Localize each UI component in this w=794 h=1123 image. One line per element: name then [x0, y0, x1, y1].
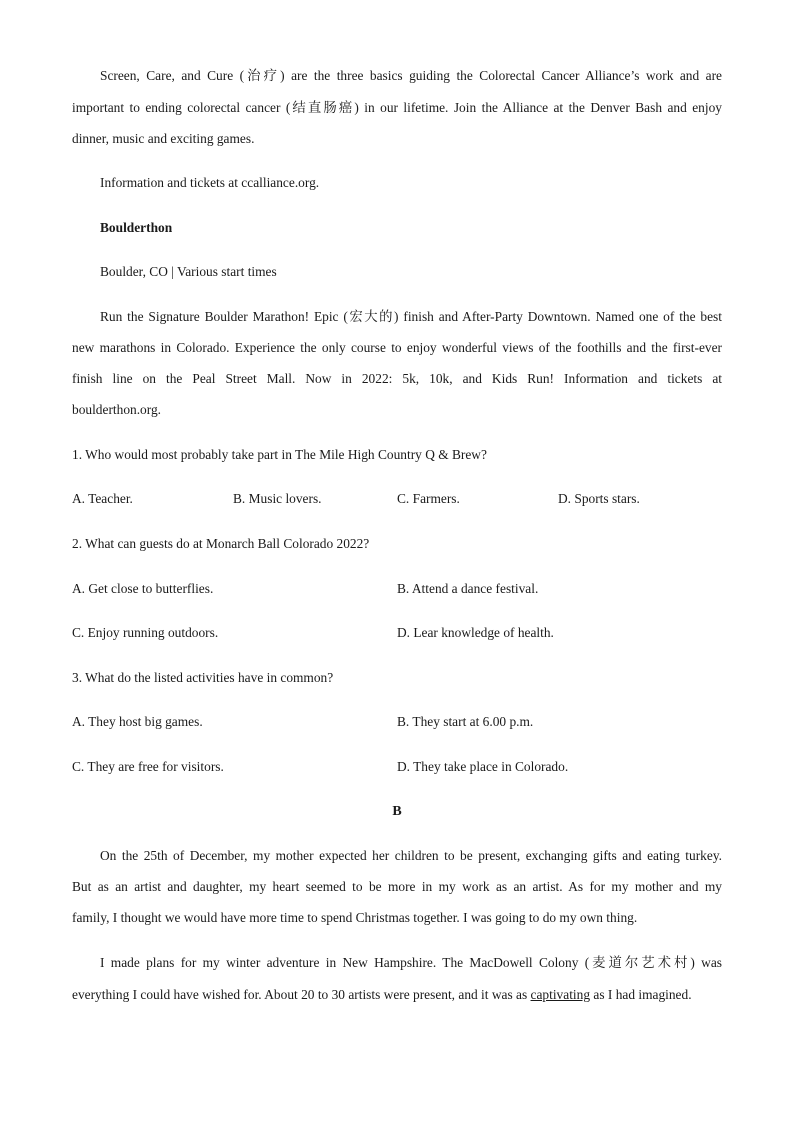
intro-line-2: important to ending colorectal cancer (结直肠癌) in our lifetime. Join the Alliance at the Denver Bash and enjoy	[72, 100, 722, 115]
boulderthon-line-4: boulderthon.org.	[72, 402, 162, 417]
question-3-stem: 3. What do the listed activities have in common?	[72, 670, 334, 685]
p2-line-2-pre: everything I could have wished for. About 20 to 30 artists were present, and it was as	[72, 987, 531, 1002]
boulderthon-title: Boulderthon	[100, 220, 173, 235]
question-3-option-d: D. They take place in Colorado.	[397, 759, 569, 774]
question-2-option-a: A. Get close to butterflies.	[72, 581, 214, 596]
vocab-underlined-word: captivating	[530, 987, 591, 1002]
boulderthon-line-3: finish line on the Peal Street Mall. Now in 2022: 5k, 10k, and Kids Run! Information and tickets at	[72, 371, 722, 386]
intro-info: Information and tickets at ccalliance.org.	[100, 175, 320, 190]
section-b-p1-line-1: On the 25th of December, my mother expected her children to be present, exchanging gifts and eating turkey.	[100, 848, 722, 863]
question-2-stem: 2. What can guests do at Monarch Ball Colorado 2022?	[72, 536, 370, 551]
p2-line-2-post: as I had imagined.	[590, 987, 692, 1002]
boulderthon-line-2: new marathons in Colorado. Experience the only course to enjoy wonderful views of the foothills and the first-ever	[72, 340, 722, 355]
intro-line-3: dinner, music and exciting games.	[72, 131, 255, 146]
question-3-option-c: C. They are free for visitors.	[72, 759, 224, 774]
question-1-option-d: D. Sports stars.	[558, 491, 640, 506]
question-1-option-b: B. Music lovers.	[233, 491, 322, 506]
question-3-option-a: A. They host big games.	[72, 714, 203, 729]
intro-line-1: Screen, Care, and Cure (治疗) are the three basics guiding the Colorectal Cancer Alliance’s work and are	[100, 68, 722, 83]
section-b-p2-line-1: I made plans for my winter adventure in New Hampshire. The MacDowell Colony (麦道尔艺术村) was	[100, 955, 722, 970]
boulderthon-line-1: Run the Signature Boulder Marathon! Epic (宏大的) finish and After-Party Downtown. Named one of the best	[100, 309, 722, 324]
section-b-heading: B	[392, 804, 402, 819]
question-2-option-d: D. Lear knowledge of health.	[397, 625, 554, 640]
question-3-option-b: B. They start at 6.00 p.m.	[397, 714, 534, 729]
boulderthon-subtitle: Boulder, CO | Various start times	[100, 264, 277, 279]
question-2-option-c: C. Enjoy running outdoors.	[72, 625, 219, 640]
section-b-p1-line-3: family, I thought we would have more time to spend Christmas together. I was going to do my own thing.	[72, 910, 638, 925]
question-2-option-b: B. Attend a dance festival.	[397, 581, 539, 596]
section-b-p2-line-2	[72, 986, 722, 1004]
question-1-option-a: A. Teacher.	[72, 491, 133, 506]
question-1-option-c: C. Farmers.	[397, 491, 460, 506]
section-b-p1-line-2: But as an artist and daughter, my heart seemed to be more in my work as an artist. As for my mother and my	[72, 879, 722, 894]
question-1-stem: 1. Who would most probably take part in The Mile High Country Q & Brew?	[72, 447, 487, 462]
